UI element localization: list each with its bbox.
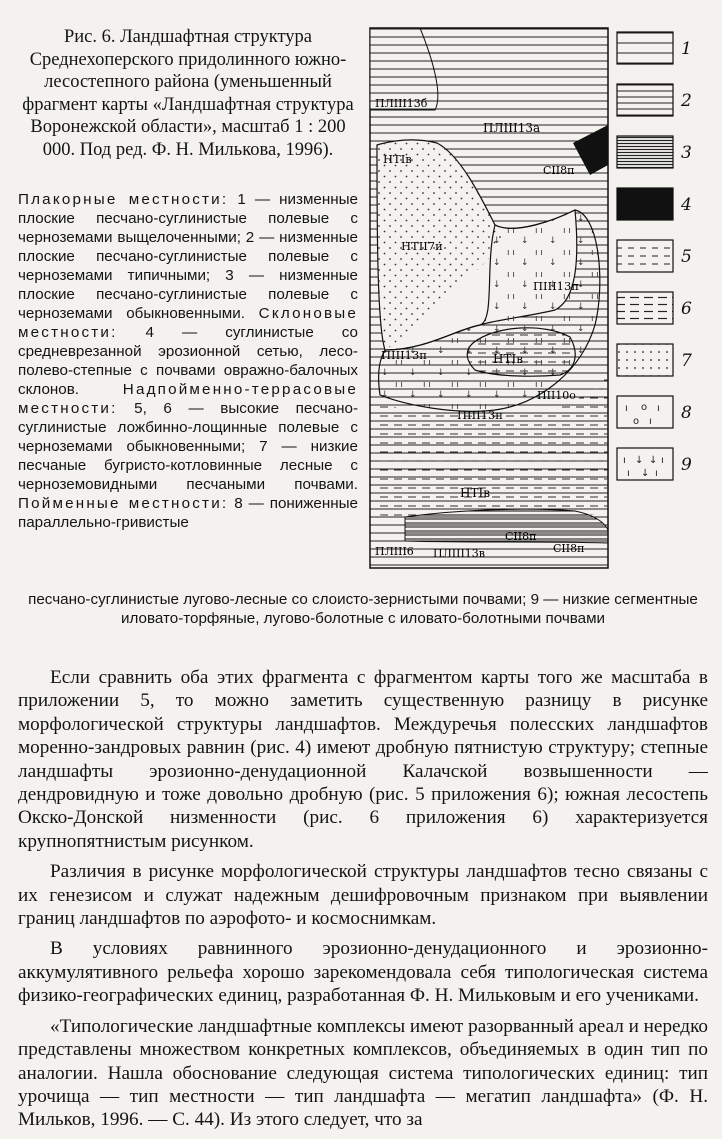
legend-text-poim: 8 — пониженные параллельно-гривистые <box>18 495 359 531</box>
legend-key-5-label: 5 <box>681 247 692 267</box>
map-label-8: НТIв <box>493 352 523 366</box>
svg-text:ı: ı <box>649 416 652 427</box>
map-label-5: НТII7и <box>401 239 443 253</box>
map-label-4: СII8п <box>543 164 575 177</box>
svg-text:ı: ı <box>661 455 664 466</box>
legend-keys <box>615 28 715 498</box>
map-label-10: ПIII13п <box>457 408 503 422</box>
body-text <box>18 666 708 1139</box>
map-label-9: ПII10о <box>537 389 576 402</box>
legend-heading-sklon: Склоновые местности: <box>18 305 358 341</box>
legend-key-7-swatch <box>617 344 673 376</box>
map-label-6: ПIII13п <box>533 279 579 293</box>
paragraph: Если сравнить оба этих фрагмента с фрагментом карты того же масштаба в приложении 5, то можно заметить существенную разницу в рисунке морфологической структуры ландшафтов. Междуречья полесских ландшафтов моренно-зандровых равнин (рис. 4) имеют дробную пятнистую структуру; степные ландшафты эрозионно-денудационной Калачской возвышенности — дендровидную и тоже довольно дробную (рис. 5 приложения 6); южная лесостепь Окско-Донской низменности (рис. 6 приложения 6) характеризуется крупнопятнистым рисунком. <box>18 667 708 852</box>
map-label-12: СII8п <box>505 530 537 543</box>
map-label-14: ПЛIII6 <box>375 545 414 558</box>
svg-text:o: o <box>641 402 648 413</box>
svg-text:ı: ı <box>623 455 626 466</box>
legend-key-5-swatch <box>617 240 673 272</box>
legend-key-8-label: 8 <box>681 403 692 423</box>
legend-key-9-label: 9 <box>681 455 692 475</box>
legend-key-3-swatch <box>617 136 673 168</box>
figure-legend-continuation: песчано-суглинистые лугово-лесные со слоисто-зернистыми почвами; 9 — низкие сегментные иловато-торфяные, лугово-болотные с иловато-болотными почвами <box>28 591 698 627</box>
paragraph: «Типологические ландшафтные комплексы имеют разорванный ареал и нередко представлены множеством конкретных комплексов, объединяемых в один тип по аналогии. Нашла обоснование следующая система типологических единиц: тип урочища — тип местности — тип ландшафта — мегатип ландшафта» (Ф. Н. Мильков, 1996. — С. 44). Из этого следует, что за <box>18 1015 709 1131</box>
legend-key-6-label: 6 <box>681 299 692 319</box>
paragraph: В условиях равнинного эрозионно-денудационного и эрозионно-аккумулятивного рельефа хорошо зарекомендовала себя типологическая система физико-географических единиц, разработанная Ф. Н. Мильковым и его учениками. <box>18 938 708 1007</box>
svg-text:↓: ↓ <box>649 455 658 466</box>
legend-key-1-label: 1 <box>681 39 692 59</box>
svg-text:ı: ı <box>657 403 660 414</box>
legend-text-plakor: 1 — низменные плоские песчано-суглинистые полевые с черноземами выщелоченными; 2 — низменные плоские песчано-суглинистые полевые с черноземами типичными; 3 — низменные плоские песчано-суглинистые полевые с черноземами обыкновенными. <box>18 191 358 322</box>
legend-heading-poim: Пойменные местности: <box>18 495 229 512</box>
map-label-15: ПЛIII13в <box>433 547 485 560</box>
svg-text:o: o <box>633 416 640 427</box>
legend-key-4-label: 4 <box>681 195 692 215</box>
map-label-13: СII8п <box>553 542 585 555</box>
svg-text:ı: ı <box>625 403 628 414</box>
legend-key-1-swatch <box>617 32 673 64</box>
legend-heading-plakor: Плакорные местности: <box>18 191 229 208</box>
legend-key-7-label: 7 <box>681 351 692 371</box>
legend-text-sklon: 4 — суглинистые со средневрезанной эрозионной сетью, лесо-полево-степные с почвами овражно-балочных склонов. <box>18 324 358 398</box>
figure-caption: Рис. 6. Ландшафтная структура Среднехоперского придолинного южно-лесостепного района (уменьшенный фрагмент карты «Ландшафтная структура Воронежской области», масштаб 1 : 200 000. Под ред. Ф. Н. Милькова, 1996). <box>22 27 354 160</box>
map-label-3: НТIв <box>383 152 412 166</box>
svg-text:↓: ↓ <box>635 455 644 466</box>
svg-text:ı: ı <box>655 468 658 479</box>
figure-legend <box>18 190 358 532</box>
legend-key-2-label: 2 <box>681 91 692 111</box>
legend-heading-nadpoim: Надпойменно-террасовые местности: <box>18 381 358 417</box>
svg-text:ı: ı <box>627 468 630 479</box>
map-label-2: ПЛIII13а <box>483 121 541 135</box>
landscape-map <box>365 25 613 573</box>
legend-key-4-swatch <box>617 188 673 220</box>
legend-key-3-label: 3 <box>681 143 692 163</box>
legend-key-6-swatch <box>617 292 673 324</box>
legend-key-2-swatch <box>617 84 673 116</box>
paragraph: Различия в рисунке морфологической структуры ландшафтов тесно связаны с их генезисом и служат надежным дешифровочным признаком при выявлении границ ландшафтов по аэрофото- и космоснимкам. <box>18 861 708 930</box>
legend-text-nadpoim: 5, 6 — высокие песчано-суглинистые ложбинно-лощинные полевые с черноземами обыкновенными; 7 — низкие песчаные бугристо-котловинные лесные с черноземовидными песчаными почвами. <box>18 400 358 493</box>
map-label-1: ПЛIII13б <box>375 97 428 110</box>
map-label-7: ПIII13п <box>381 348 427 362</box>
svg-text:↓: ↓ <box>641 468 650 479</box>
map-label-11: НТIв <box>460 486 490 500</box>
